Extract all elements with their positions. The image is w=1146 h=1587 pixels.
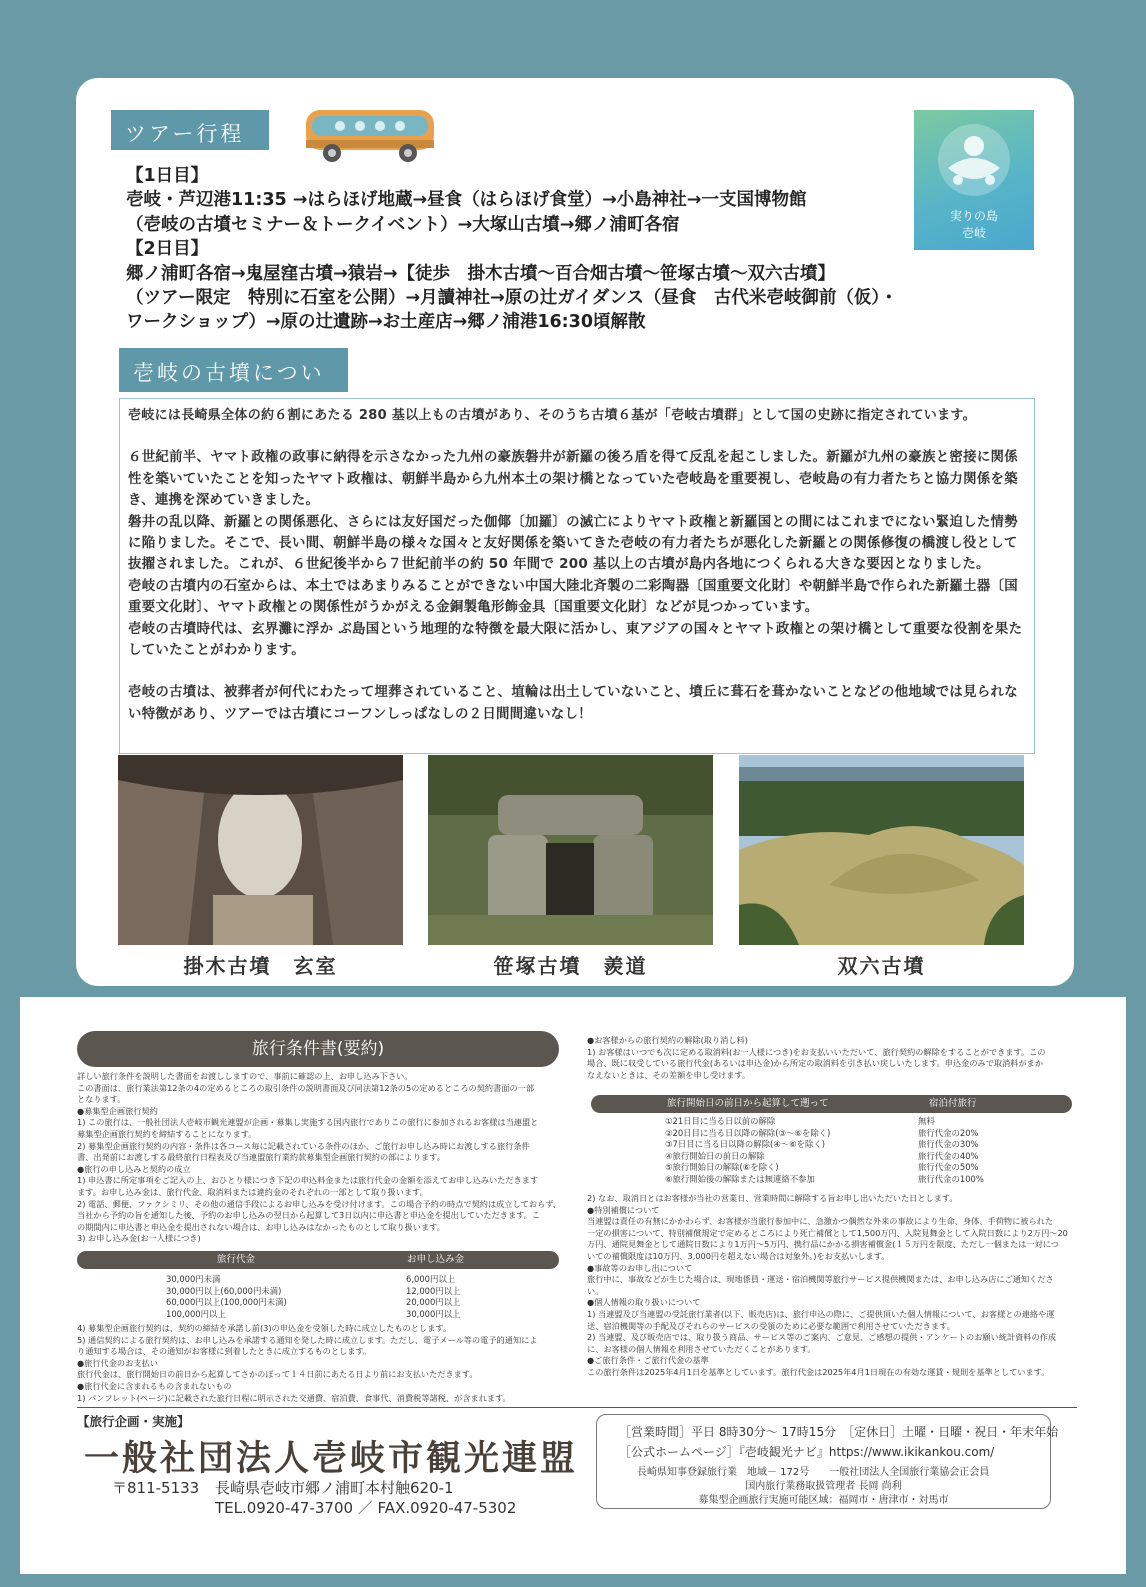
about-paragraph <box>128 661 1026 682</box>
homepage-link[interactable]: ［公式ホームページ］『壱岐観光ナビ』https://www.ikikankou.com/ <box>619 1445 995 1459</box>
fee-header-deposit: お申し込み金 <box>407 1254 465 1265</box>
cancel-table-header <box>591 1095 1072 1113</box>
photo-sugoroku-mound <box>739 755 1024 945</box>
conditions-line: 5) 通信契約による旅行契約は、お申し込みを承諾する通知を発した時に成立します。ただし、電子メール等の電子的通知によ <box>77 1334 538 1345</box>
conditions-line: 1) パンフレット(ページ)に記載された旅行日程に明示された交通費、宿泊費、食事代、消費税等諸税、が含まれます。 <box>77 1392 511 1403</box>
conditions-line: いての補償限度は10万円、3,000円を超えない場合は対象外。)をお支払いします。 <box>587 1250 890 1261</box>
itinerary-line: （壱岐の古墳セミナー＆トークイベント）→大塚山古墳→郷ノ浦町各宿 <box>126 214 680 235</box>
service-area: 募集型企画旅行実施可能区域：福岡市・唐津市・対馬市 <box>698 1495 949 1506</box>
bus-icon <box>302 106 438 164</box>
organizer-label: 【旅行企画・実施】 <box>77 1414 190 1429</box>
conditions-line: ●旅行代金のお支払い <box>77 1357 158 1368</box>
conditions-line: ●募集型企画旅行契約 <box>77 1105 158 1116</box>
about-text <box>119 398 1035 754</box>
conditions-line: 一定の損害について、特別補償規定で定めるところにより死亡補償として1,500万円、入院見舞金として入院日数により2万円〜20 <box>587 1227 1068 1238</box>
conditions-line: ●ご旅行条件・ご旅行代金の基準 <box>587 1355 709 1366</box>
conditions-line: り通知する場合は、その通知がお客様に到着したときに成立するものとします。 <box>77 1346 372 1357</box>
conditions-intro <box>77 1071 562 1245</box>
table-row: ②20日目に当る日以降の解除(③〜⑥を除く) 旅行代金の20% <box>665 1127 979 1138</box>
conditions-line: の期間内に申込書と申込金を提出されない場合は、お申し込みはなかったものとして取り扱います。 <box>77 1221 445 1232</box>
conditions-line: 当社から予約の旨を通知した後、予約のお申し込みの翌日から起算して3日以内に申込書と申込金を提出していただきます。こ <box>77 1210 541 1221</box>
itinerary-line: 【2日目】 <box>126 239 209 260</box>
conditions-line: ●旅行代金に含まれるもの含まれないもの <box>77 1380 232 1391</box>
logo-line1: 実りの島 <box>949 209 998 223</box>
conditions-line: 3) お申し込み金(お一人様につき) <box>77 1233 201 1244</box>
office-info <box>596 1414 1059 1509</box>
conditions-line: 2) 電話、郵便、ファクシミリ、その他の通信手段によるお申し込みを受け付けます。この場合予約の時点で契約は成立しておらず、 <box>77 1198 561 1209</box>
photo-kakeki-chamber <box>118 755 403 945</box>
table-row: ①21日目に当る日以前の解除 無料 <box>665 1116 935 1126</box>
itinerary-line: （ツアー限定 特別に石室を公開）→月讀神社→原の辻ガイダンス（昼食 古代米壱岐御前（仮）・ <box>126 288 898 309</box>
organizer-name: 一般社団法人壱岐市観光連盟 <box>84 1439 579 1479</box>
conditions-line: なえないときは、その差額を申し受けます。 <box>587 1069 751 1080</box>
table-row: ④旅行開始日の前日の解除 旅行代金の40% <box>665 1150 979 1161</box>
photo-sasazuka-passage <box>428 755 713 945</box>
conditions-line: 2) なお、取消日とはお客様が当社の営業日、営業時間に解除する旨お申し出いただいた日とします。 <box>587 1193 958 1203</box>
conditions-line: 万円、通院見舞金として通院日数により1万円〜5万円、携行品にかかる損害補償金(１５万円を限度、ただし一個または一対につ <box>587 1239 1059 1250</box>
tour-heading: ツアー行程 <box>111 110 269 150</box>
about-paragraph: ６世紀前半、ヤマト政権の政事に納得を示さなかった九州の豪族磐井が新羅の後ろ盾を得て反乱を起こしました。新羅が九州の豪族と密接に関係性を築いていたことを知ったヤマト政権は、朝鮮半島から九州本土の架け橋となっていた壱岐島を重要視し、壱岐島の有力者たちと協力関係を築き、連携を深めていきました。 <box>128 450 1018 509</box>
itinerary <box>126 164 1026 335</box>
about-paragraph: 壱岐の古墳時代は、玄界灘に浮か ぶ島国という地理的な特徴を最大限に活かし、東アジアの国々とヤマト政権との架け橋として重要な役割を果たしていたことがわかります。 <box>128 621 1023 659</box>
conditions-line: ●旅行の申し込みと契約の成立 <box>77 1163 191 1174</box>
conditions-line: 募集型企画旅行契約を締結することになります。 <box>77 1128 257 1139</box>
photo-caption: 笹塚古墳 羨道 <box>493 954 648 978</box>
organizer-postal: 〒811-5133 <box>112 1479 200 1497</box>
itinerary-line: 壱岐・芦辺港11:35 →はらほげ地蔵→昼食（はらほげ食堂）→小島神社→一支国博物館 <box>126 190 807 211</box>
itinerary-line: ワークショップ）→原の辻遺跡→お土産店→郷ノ浦港16:30頃解散 <box>126 312 646 333</box>
fee-header-price: 旅行代金 <box>217 1254 256 1265</box>
fee-table <box>166 1273 466 1319</box>
conditions-line: ●個人情報の取り扱いについて <box>587 1297 701 1308</box>
office-hours: ［営業時間］平日 8時30分～ 17時15分 ［定休日］土曜・日曜・祝日・年末年始 <box>619 1425 1059 1439</box>
about-paragraph: 磐井の乱以降、新羅との関係悪化、さらには友好国だった伽倻〔加羅〕の滅亡によりヤマト政権と新羅国との間にはこれまでにない緊迫した情勢に陥りました。そこで、長い間、朝鮮半島の様々な国々と友好関係を築いてきた壱岐の有力者たちが悪化した新羅との関係修復の橋渡し役として抜擢されました。これが、６世紀後半から７世紀前半の約 50 年間で 200 基以上の古墳が島内各地につくられる大きな要因となりました。 <box>128 514 1018 573</box>
conditions-line: ●事故等のお申し出について <box>587 1262 693 1273</box>
fee-table-header <box>77 1251 559 1269</box>
table-row: ③7日目に当る日以降の解除(④〜⑥を除く) 旅行代金の30% <box>665 1139 979 1150</box>
table-row: 60,000円以上(100,000円未満) 20,000円以上 <box>166 1297 461 1308</box>
itinerary-line: 【1日目】 <box>126 166 209 186</box>
conditions-line: 1) 当連盟及び当連盟の受託旅行業者(以下、販売店)は、旅行申込の際に、ご提供頂いた個人情報について、お客様との連絡や運 <box>587 1308 1055 1319</box>
conditions-line: 当連盟は責任の有無にかかわらず、お客様が当旅行参加中に、急激かつ偶然な外来の事故により生命、身体、手荷物に被られた <box>587 1216 1054 1227</box>
conditions-heading: 旅行条件書(要約) <box>77 1031 559 1067</box>
conditions-line: 書、出発前にお渡しする最終旅行日程表及び当連盟旅行業約款募集型企画旅行契約の部によります。 <box>77 1152 445 1163</box>
conditions-line: ●お客様からの旅行契約の解除(取り消し料) <box>587 1035 748 1045</box>
conditions-line: 1) 申込書に所定事項をご記入の上、おひとり様につき下記の申込料金または旅行代金の金額を添えてお申し込みいただきます <box>77 1175 539 1186</box>
table-row: 30,000円未満 6,000円以上 <box>166 1274 456 1284</box>
about-heading: 壱岐の古墳について <box>119 348 348 392</box>
conditions-line: 1) お客様はいつでも次に定める取消料(お一人様につき)をお支払いいただいて、旅行契約の解除をすることができます。この <box>587 1046 1046 1057</box>
conditions-line: 4) 募集型企画旅行契約は、契約の締結を承諾し前(3)の申込金を受領した時に成立したものとします。 <box>77 1323 452 1333</box>
conditions-line: に、お客様の個人情報を利用させていただくことがあります。 <box>587 1343 816 1354</box>
cancel-header-period: 旅行開始日の前日から起算して遡って <box>667 1098 829 1109</box>
about-paragraph: 壱岐の古墳は、被葬者が何代にわたって埋葬されていること、埴輪は出土していないこと、墳丘に葺石を葺かないことなどの他地域では見られない特徴があり、ツアーでは古墳にコーフンしっぱなしの２日間間違いなし！ <box>128 685 1018 722</box>
about-paragraph: 壱岐には長崎県全体の約６割にあたる 280 基以上もの古墳があり、そのうち古墳６基が「壱岐古墳群」として国の史跡に指定されています。 <box>128 408 976 423</box>
cancel-header-fee: 宿泊付旅行 <box>929 1098 977 1109</box>
conditions-line: 1) この旅行は、一般社団法人壱岐市観光連盟が企画・募集し実施する国内旅行でありこの旅行に参加されるお客様は当連盟と <box>77 1117 539 1128</box>
conditions-line: 場合、既に収受している旅行代金(あるいは申込金)から所定の取消料を引き払い戻しいたします。申込金のみで取消料がまか <box>587 1058 1044 1069</box>
photo-caption: 掛木古墳 玄室 <box>183 954 338 978</box>
conditions-line: ●特別補償について <box>587 1204 660 1215</box>
conditions-line: この旅行条件は2025年4月1日を基準としています。旅行代金は2025年4月1日現在の有効な運賃・規則を基準としています。 <box>587 1366 1050 1377</box>
about-paragraph: 壱岐の古墳内の石室からは、本土ではあまりみることができない中国大陸北斉製の二彩陶器〔国重要文化財〕や朝鮮半島で作られた新羅土器〔国重要文化財〕、ヤマト政権との関係性がうかがえる金銅製亀形飾金具〔国重要文化財〕などが見つかっています。 <box>128 578 1018 616</box>
about-paragraph <box>128 426 1026 447</box>
conditions-line: となります。 <box>77 1094 126 1105</box>
tour-card <box>76 78 1074 986</box>
island-emblem-icon <box>932 118 1016 202</box>
conditions-line: この書面は、旅行業法第12条の4の定めるところの取引条件の説明書面及び同法第12条の5の定めるところの契約書面の一部 <box>77 1082 535 1093</box>
divider <box>77 1407 1077 1408</box>
table-row: ⑥旅行開始後の解除または無連絡不参加 旅行代金の100% <box>665 1173 984 1184</box>
conditions-line: 2) 募集型企画旅行契約の内容・条件は各コース毎に記載されている条件のほか、ご旅行お申し込み時にお渡しする旅行条件 <box>77 1140 530 1151</box>
cancel-table <box>665 1115 1065 1185</box>
manager: 国内旅行業務取扱管理者 長岡 尚利 <box>745 1481 902 1492</box>
conditions-line: 送、宿泊機関等の手配及びそれらのサービスの受領のために必要な範囲で利用させていただきます。 <box>587 1320 955 1331</box>
conditions-line: 旅行中に、事故などが生じた場合は、現地係員・運送・宿泊機関等旅行サービス提供機関または、お申し込み店にご通知くださ <box>587 1274 1054 1285</box>
table-row: ⑤旅行開始日の解除(⑥を除く) 旅行代金の50% <box>665 1162 979 1173</box>
table-row: 100,000円以上 30,000円以上 <box>166 1308 461 1319</box>
conditions-after <box>77 1323 562 1404</box>
conditions-line: 2) 当連盟、及び販売店では、取り扱う商品、サービス等のご案内、ご意見、ご感想の提供・アンケートのお願い統計資料の作成 <box>587 1332 1057 1343</box>
logo-line2: 壱岐 <box>961 226 986 240</box>
conditions-section <box>20 997 1126 1574</box>
conditions-line: い。 <box>587 1285 604 1296</box>
iki-logo <box>914 110 1034 250</box>
photo-caption: 双六古墳 <box>837 954 926 978</box>
conditions-line: ます。お申し込み金は、旅行代金、取消料または違約金のそれぞれの一部として取り扱います。 <box>77 1186 428 1197</box>
organizer-address: 長崎県壱岐市郷ノ浦町本村触620-1 <box>215 1479 454 1497</box>
conditions-right <box>587 1193 1074 1379</box>
table-row: 30,000円以上(60,000円未満) 12,000円以上 <box>166 1285 461 1296</box>
conditions-line: 旅行代金は、旅行開始日の前日から起算してさかのぼって１４日前にあたる日より前にお支払いただきます。 <box>77 1369 478 1380</box>
organizer-phone: TEL.0920-47-3700 ／ FAX.0920-47-5302 <box>215 1499 517 1517</box>
registration: 長崎県知事登録旅行業 地域－ 172号 一般社団法人全国旅行業協会正会員 <box>637 1467 990 1478</box>
itinerary-line: 郷ノ浦町各宿→鬼屋窪古墳→猿岩→【徒歩 掛木古墳～百合畑古墳～笹塚古墳～双六古墳】 <box>126 263 835 284</box>
conditions-line: 詳しい旅行条件を説明した書面をお渡ししますので、事前に確認の上、お申し込み下さい。 <box>77 1071 413 1081</box>
cancel-intro <box>587 1035 1072 1081</box>
